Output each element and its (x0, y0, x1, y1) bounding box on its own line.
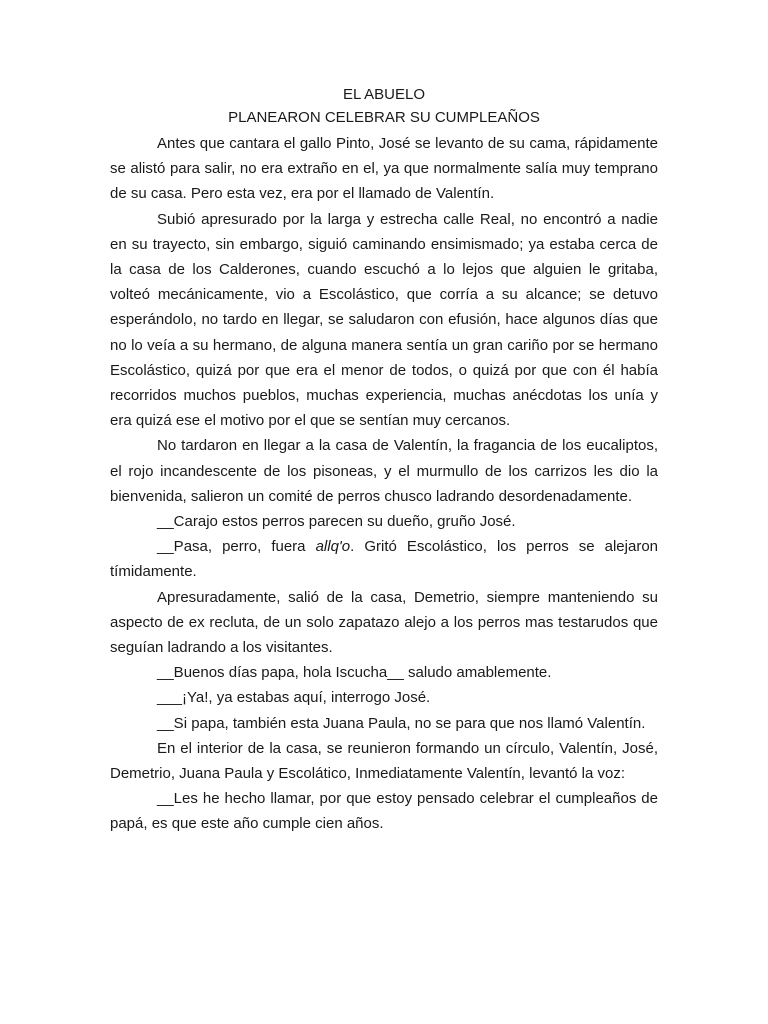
paragraph: Apresuradamente, salió de la casa, Demetrio, siempre manteniendo su aspecto de ex recluta, de un solo zapatazo alejo a los perros mas testarudos que seguían ladrando a los visitantes. (110, 588, 658, 657)
document-subtitle: PLANEARON CELEBRAR SU CUMPLEAÑOS (228, 109, 540, 126)
dialogue-line: __Buenos días papa, hola Iscucha__ saludo amablemente. (157, 664, 552, 682)
document-page (110, 84, 658, 837)
dialogue-line (110, 534, 658, 584)
document-title: EL ABUELO (343, 86, 425, 103)
paragraph: No tardaron en llegar a la casa de Valentín, la fragancia de los eucaliptos, el rojo incandescente de los pisoneas, y el murmullo de los carrizos les dio la bienvenida, salieron un comité de perros chusco ladrando desordenadamente. (110, 437, 658, 505)
dialogue-line: __Si papa, también esta Juana Paula, no se para que nos llamó Valentín. (157, 714, 646, 732)
dialogue-line: __Les he hecho llamar, por que estoy pensado celebrar el cumpleaños de papá, es que este año cumple cien años. (110, 790, 658, 833)
dialogue-line: ___¡Ya!, ya estabas aquí, interrogo José. (157, 689, 431, 707)
dialogue-line: __Carajo estos perros parecen su dueño, gruño José. (157, 513, 516, 531)
quechua-word: allq'o (315, 538, 351, 556)
dialogue-text: __Pasa, perro, fuera (157, 538, 316, 556)
dialogue-text: . Gritó Escolástico, los perros se alejaron tímidamente. (110, 538, 659, 581)
paragraph: Antes que cantara el gallo Pinto, José se levanto de su cama, rápidamente se alistó para salir, no era extraño en el, ya que normalmente salía muy temprano de su casa. Pero esta vez, era por el llamado de Valentín. (110, 135, 658, 203)
paragraph: En el interior de la casa, se reunieron formando un círculo, Valentín, José, Demetrio, Juana Paula y Escolático, Inmediatamente Valentín, levantó la voz: (110, 739, 658, 783)
paragraph: Subió apresurado por la larga y estrecha calle Real, no encontró a nadie en su trayecto, sin embargo, siguió caminando ensimismado; ya estaba cerca de la casa de los Calderones, cuando escuchó a lo lejos que alguien le gritaba, volteó mecánicamente, vio a Escolástico, que corría a su alcance; se detuvo esperándolo, no tardo en llegar, se saludaron con efusión, hace algunos días que no lo veía a su hermano, de alguna manera sentía un gran cariño por se hermano Escolástico, quizá por que era el menor de todos, o quizá por que con él había recorridos muchos pueblos, muchas experiencia, muchas anécdotas los unía y era quizá ese el motivo por el que se sentían muy cercanos. (110, 210, 658, 430)
